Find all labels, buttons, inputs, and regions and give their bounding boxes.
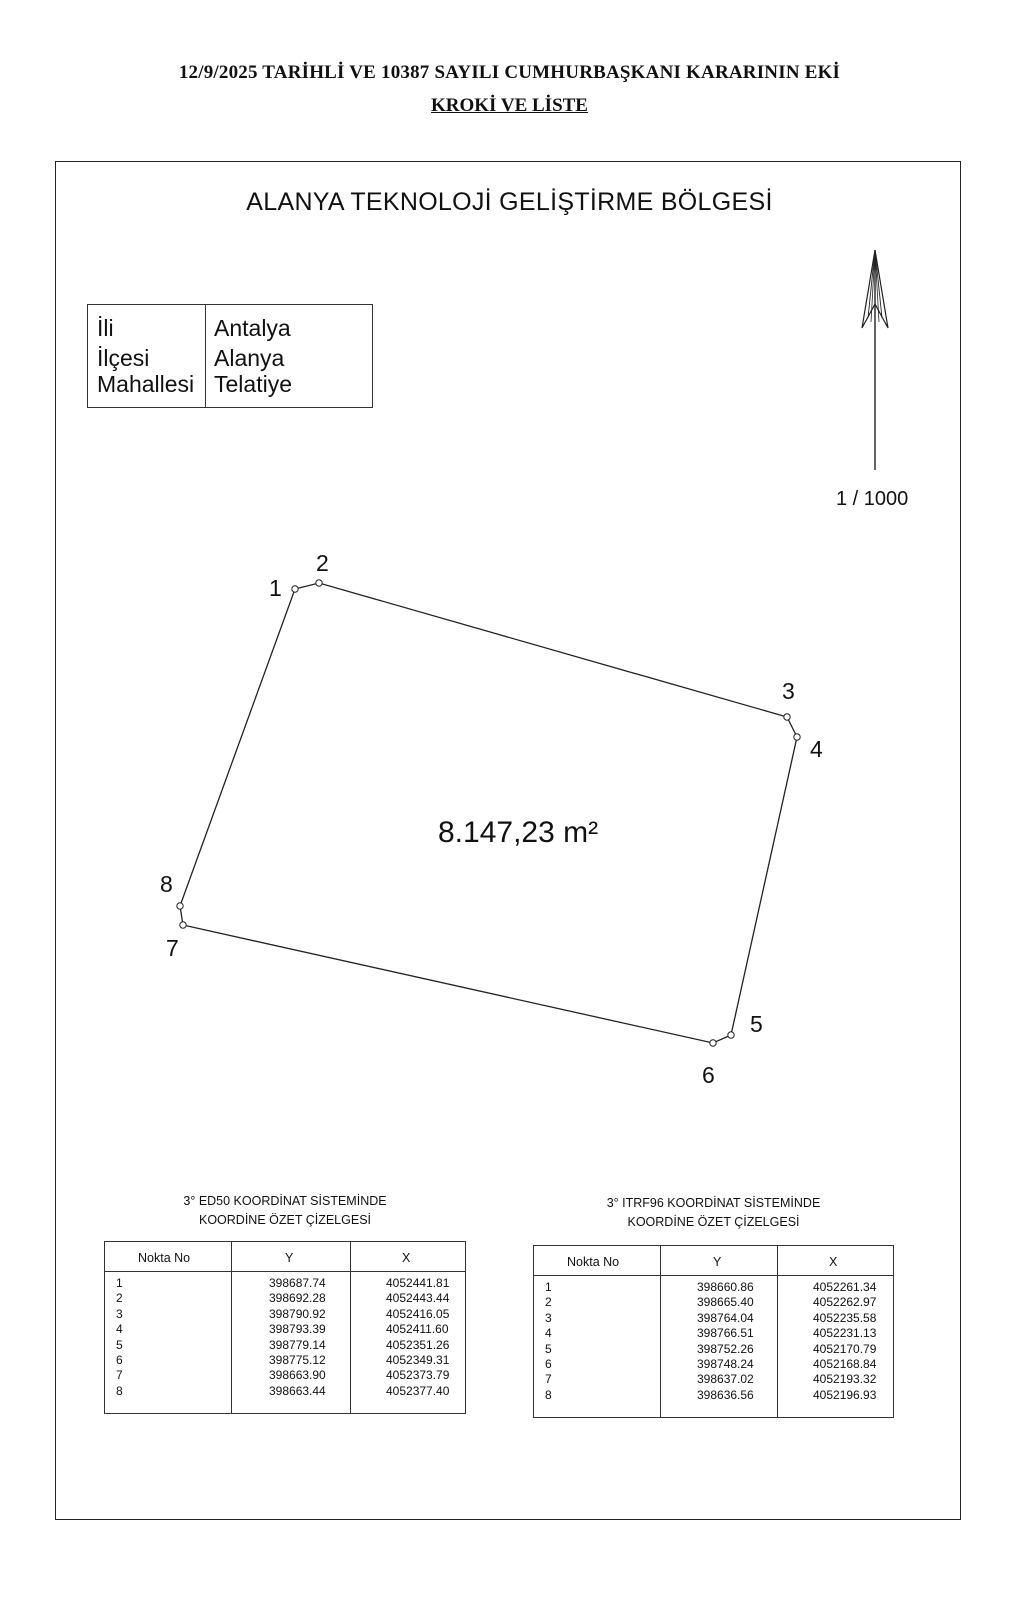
cell-point: 5 <box>545 1341 552 1356</box>
info-value: Telatiye <box>214 371 292 397</box>
cell-x: 4052235.58 <box>813 1310 877 1325</box>
cell-y: 398752.26 <box>697 1341 754 1356</box>
cell-point: 6 <box>116 1352 123 1367</box>
cell-y: 398687.74 <box>269 1276 326 1290</box>
cell-y: 398766.51 <box>697 1326 754 1341</box>
cell-x: 4052231.13 <box>813 1326 877 1341</box>
table-row <box>105 1276 465 1291</box>
cell-x: 4052377.40 <box>386 1383 450 1398</box>
cell-x: 4052193.32 <box>813 1372 877 1387</box>
cell-y: 398665.40 <box>697 1295 754 1310</box>
caption-line: KOORDİNE ÖZET ÇİZELGESİ <box>627 1215 800 1229</box>
header-x: X <box>829 1255 838 1269</box>
table-row <box>534 1388 893 1403</box>
itrf96-coordinate-table <box>533 1245 894 1418</box>
cell-y: 398660.86 <box>697 1280 754 1294</box>
document-subtitle: KROKİ VE LİSTE <box>431 95 588 116</box>
info-key: Mahallesi <box>97 371 195 397</box>
table-row <box>534 1357 893 1372</box>
cell-point: 8 <box>116 1383 123 1398</box>
header-point-no: Nokta No <box>138 1251 191 1265</box>
table-row <box>534 1295 893 1310</box>
table-row <box>534 1280 893 1295</box>
document-title: 12/9/2025 TARİHLİ VE 10387 SAYILI CUMHURBAŞKANI KARARININ EKİ <box>178 62 841 83</box>
scale-label: 1 / 1000 <box>836 488 909 510</box>
ed50-coordinate-table <box>104 1241 466 1414</box>
cell-point: 6 <box>545 1356 552 1371</box>
vertex-marker <box>728 1032 734 1038</box>
cell-point: 7 <box>116 1368 123 1383</box>
table-row <box>105 1307 465 1322</box>
cell-point: 2 <box>116 1291 123 1306</box>
point-label-4: 4 <box>810 736 823 762</box>
cell-x: 4052262.97 <box>813 1295 877 1310</box>
table-row <box>105 1353 465 1368</box>
cell-point: 7 <box>545 1372 552 1387</box>
table-row <box>105 1291 465 1306</box>
table-header <box>534 1246 893 1276</box>
table-row <box>105 1338 465 1353</box>
cell-x: 4052373.79 <box>386 1368 450 1383</box>
point-label-2: 2 <box>316 550 329 576</box>
point-label-8: 8 <box>160 871 173 897</box>
header-y: Y <box>713 1255 722 1269</box>
cell-point: 4 <box>545 1326 552 1341</box>
cell-x: 4052416.05 <box>386 1306 450 1321</box>
table-row <box>534 1326 893 1341</box>
info-key: İli <box>97 315 114 341</box>
cell-x: 4052441.81 <box>386 1276 450 1290</box>
table-row <box>105 1368 465 1383</box>
header-y: Y <box>285 1251 294 1265</box>
cell-point: 3 <box>116 1306 123 1321</box>
cell-x: 4052170.79 <box>813 1341 877 1356</box>
ed50-table-caption <box>104 1192 466 1230</box>
cell-x: 4052196.93 <box>813 1387 877 1402</box>
info-key: İlçesi <box>97 345 150 371</box>
header-point-no: Nokta No <box>567 1255 620 1269</box>
cell-y: 398663.44 <box>269 1383 326 1398</box>
cell-x: 4052168.84 <box>813 1356 877 1371</box>
vertex-marker <box>784 714 790 720</box>
cell-y: 398692.28 <box>269 1291 326 1306</box>
table-row <box>105 1384 465 1399</box>
cell-point: 1 <box>545 1280 552 1294</box>
cell-x: 4052261.34 <box>813 1280 877 1294</box>
cell-point: 2 <box>545 1295 552 1310</box>
cell-x: 4052443.44 <box>386 1291 450 1306</box>
cell-y: 398748.24 <box>697 1356 754 1371</box>
cell-x: 4052349.31 <box>386 1352 450 1367</box>
point-label-3: 3 <box>782 678 795 704</box>
parcel-area-label: 8.147,23 m² <box>438 816 599 849</box>
cell-point: 1 <box>116 1276 123 1290</box>
table-header <box>105 1242 465 1272</box>
cell-y: 398636.56 <box>697 1387 754 1402</box>
info-value: Antalya <box>214 315 291 341</box>
cell-y: 398790.92 <box>269 1306 326 1321</box>
header-x: X <box>402 1251 411 1265</box>
caption-line: 3° ITRF96 KOORDİNAT SİSTEMİNDE <box>606 1196 821 1210</box>
table-row <box>534 1372 893 1387</box>
parcel-vertices <box>177 580 800 1046</box>
vertex-marker <box>794 734 800 740</box>
cell-y: 398793.39 <box>269 1322 326 1337</box>
parcel-boundary <box>180 583 797 1043</box>
vertex-marker <box>292 586 298 592</box>
table-body <box>105 1276 465 1399</box>
table-body <box>534 1280 893 1403</box>
cell-y: 398663.90 <box>269 1368 326 1383</box>
table-row <box>534 1311 893 1326</box>
cell-point: 8 <box>545 1387 552 1402</box>
cell-y: 398637.02 <box>697 1372 754 1387</box>
info-value: Alanya <box>214 345 285 371</box>
vertex-marker <box>180 922 186 928</box>
caption-line: 3° ED50 KOORDİNAT SİSTEMİNDE <box>183 1194 387 1208</box>
point-label-6: 6 <box>702 1062 715 1088</box>
itrf96-table-caption <box>533 1194 894 1232</box>
cell-x: 4052411.60 <box>386 1322 449 1337</box>
cell-y: 398775.12 <box>269 1352 326 1367</box>
vertex-marker <box>316 580 322 586</box>
point-label-5: 5 <box>750 1011 763 1037</box>
cell-y: 398779.14 <box>269 1337 326 1352</box>
vertex-marker <box>177 903 183 909</box>
region-title: ALANYA TEKNOLOJİ GELİŞTİRME BÖLGESİ <box>246 188 773 216</box>
point-label-7: 7 <box>166 935 179 961</box>
table-row <box>534 1342 893 1357</box>
cell-point: 3 <box>545 1310 552 1325</box>
cell-y: 398764.04 <box>697 1310 754 1325</box>
caption-line: KOORDİNE ÖZET ÇİZELGESİ <box>198 1213 372 1227</box>
cell-point: 4 <box>116 1322 123 1337</box>
cell-x: 4052351.26 <box>386 1337 450 1352</box>
table-row <box>105 1322 465 1337</box>
cell-point: 5 <box>116 1337 123 1352</box>
vertex-marker <box>710 1040 716 1046</box>
point-label-1: 1 <box>269 575 282 601</box>
